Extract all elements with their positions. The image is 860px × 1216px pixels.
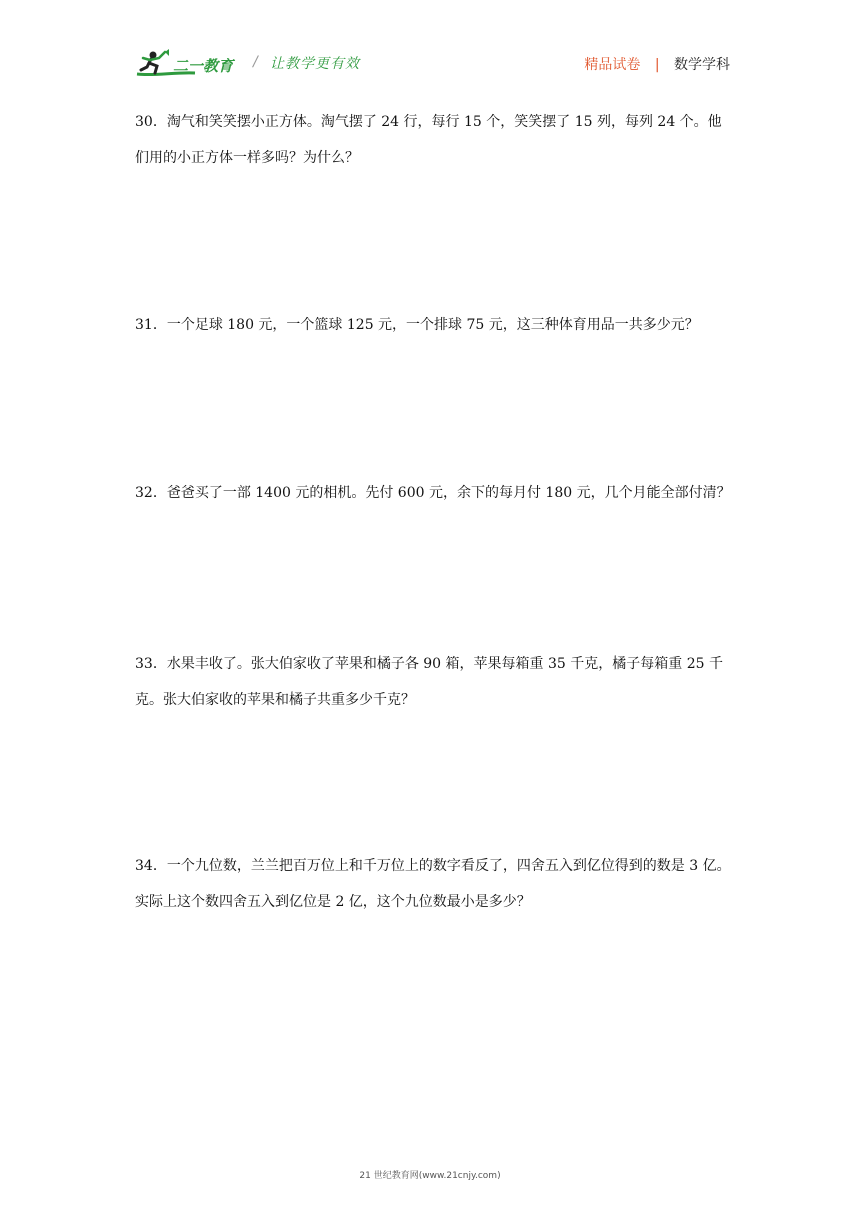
- slogan-separator: /: [253, 54, 258, 70]
- question-32: 32．爸爸买了一部 1400 元的相机。先付 600 元，余下的每月付 180 元，几个月能全部付清？: [135, 485, 731, 501]
- logo: [135, 46, 245, 82]
- slogan-text: 让教学更有效: [270, 56, 360, 72]
- premium-paper-tag: 精品试卷: [584, 57, 641, 73]
- tag-separator: |: [654, 57, 660, 73]
- logo-text: 二一教育: [173, 57, 234, 75]
- page-header: [135, 46, 730, 82]
- header-tags: [584, 54, 730, 74]
- runner-logo-icon: [135, 46, 245, 82]
- question-34: 34．一个九位数，兰兰把百万位上和千万位上的数字看反了，四舍五入到亿位得到的数是 3 亿。实际上这个数四舍五入到亿位是 2 亿，这个九位数最小是多少？: [135, 858, 731, 910]
- question-31: 31．一个足球 180 元，一个篮球 125 元，一个排球 75 元，这三种体育用品一共多少元？: [135, 317, 699, 333]
- page-footer: 21 世纪教育网(www.21cnjy.com): [359, 1171, 501, 1181]
- question-30: 30．淘气和笑笑摆小正方体。淘气摆了 24 行，每行 15 个，笑笑摆了 15 列，每列 24 个。他们用的小正方体一样多吗？为什么？: [135, 114, 722, 166]
- question-33: 33．水果丰收了。张大伯家收了苹果和橘子各 90 箱，苹果每箱重 35 千克，橘子每箱重 25 千克。张大伯家收的苹果和橘子共重多少千克？: [135, 656, 723, 708]
- subject-tag: 数学学科: [674, 57, 730, 73]
